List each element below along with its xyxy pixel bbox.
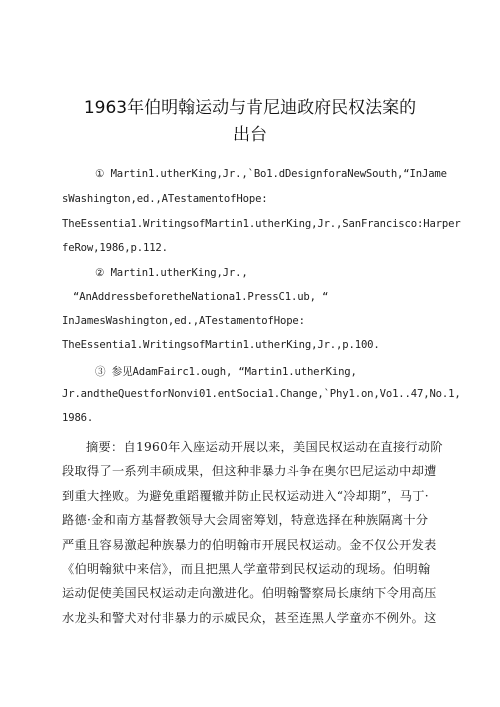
- footnote-line: ③ 参见AdamFairc1.ough, “Martin1.utherKing,: [95, 366, 357, 378]
- document-title-line-1: 1963年伯明翰运动与肯尼迪政府民权法案的: [83, 98, 417, 118]
- footnote-line: feRow,1986,p.112.: [62, 242, 168, 254]
- footnote-line: Jr.andtheQuestforNonvi01.entSocia1.Change,`Phy1.on,Vo1..47,No.1,: [62, 388, 461, 400]
- abstract-line: 摘要：自1960年入座运动开展以来，美国民权运动在直接行动阶: [86, 440, 443, 454]
- footnote-line: ② Martin1.utherKing,Jr.,: [95, 267, 248, 279]
- footnote-line: sWashington,ed.,ATestamentofHope:: [62, 193, 268, 205]
- footnote-line: ① Martin1.utherKing,Jr.,`Bo1.dDesignforaNewSouth,“InJame: [95, 168, 447, 180]
- footnote-line: TheEssentia1.WritingsofMartin1.utherKing,Jr.,p.100.: [62, 339, 380, 351]
- document-title-line-2: 出台: [233, 125, 267, 145]
- footnote-line: InJamesWashington,ed.,ATestamentofHope:: [62, 315, 305, 327]
- footnote-line: “AnAddressbeforetheNationa1.PressC1.ub, “: [73, 291, 329, 303]
- abstract-line: 到重大挫败。为避免重蹈覆辙并防止民权运动进入“冷却期”，马丁·: [62, 489, 429, 503]
- abstract-line: 路德·金和南方基督教领导大会周密筹划，特意选择在种族隔离十分: [62, 513, 429, 527]
- abstract-line: 水龙头和警犬对付非暴力的示威民众，甚至连黑人学童亦不例外。这: [62, 611, 437, 625]
- abstract-line: 段取得了一系列丰硕成果，但这种非暴力斗争在奥尔巴尼运动中却遭: [62, 464, 437, 478]
- footnote-line: 1986.: [62, 412, 94, 424]
- footnote-line: TheEssentia1.WritingsofMartin1.utherKing,Jr.,SanFrancisco:Harper: [62, 218, 461, 230]
- abstract-line: 运动促使美国民权运动走向激进化。伯明翰警察局长康纳下令用高压: [62, 586, 437, 600]
- abstract-line: 《伯明翰狱中来信》，而且把黑人学童带到民权运动的现场。伯明翰: [62, 562, 431, 576]
- abstract-line: 严重且容易激起种族暴力的伯明翰市开展民权运动。金不仅公开发表: [62, 538, 437, 552]
